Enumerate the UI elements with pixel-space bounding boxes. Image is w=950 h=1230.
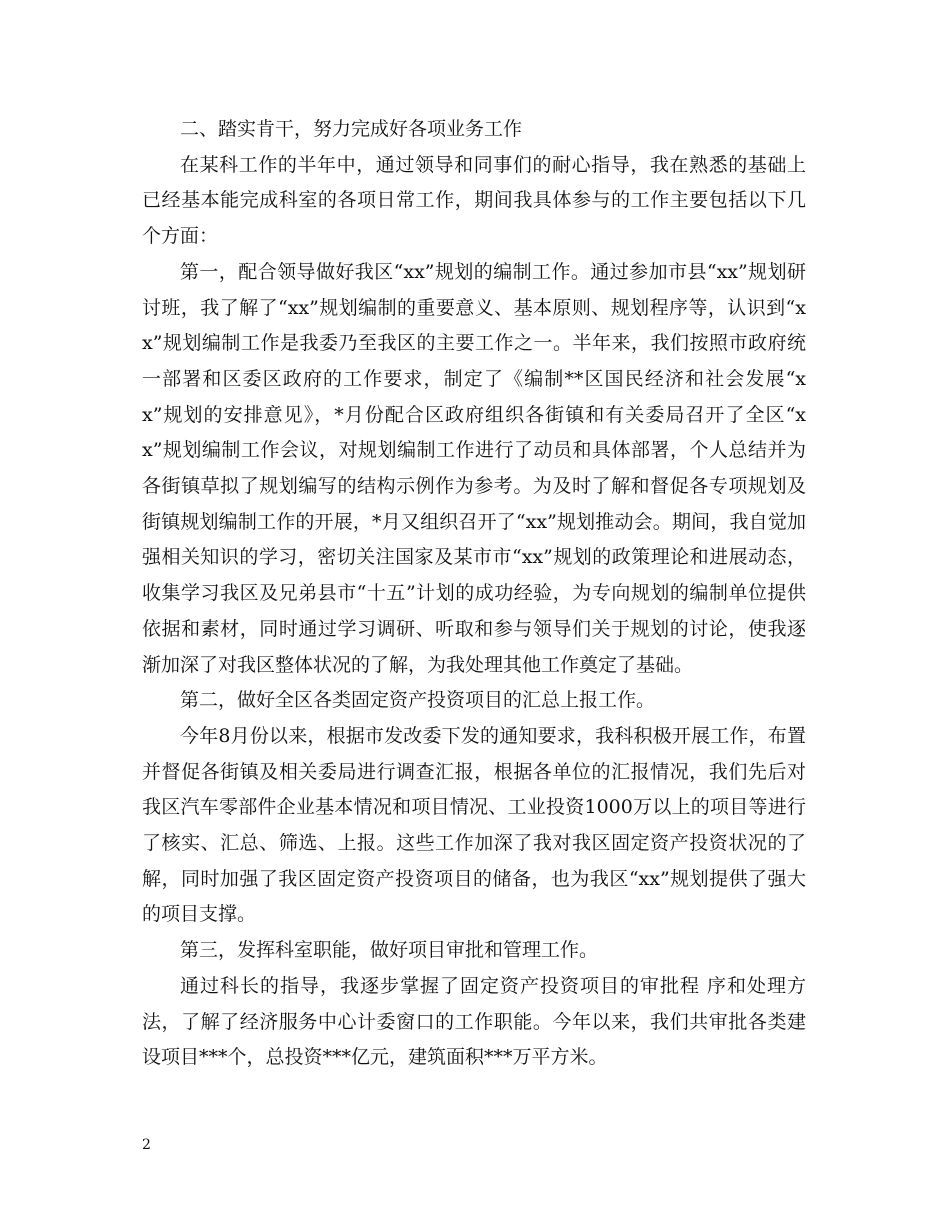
document-body xyxy=(142,112,806,1076)
section-heading: 二、踏实肯干，努力完成好各项业务工作 xyxy=(180,118,523,140)
page-number: 2 xyxy=(142,1137,151,1153)
second-item-paragraph: 今年8月份以来，根据市发改委下发的通知要求，我科积极开展工作，布置并督促各街镇及相关委局进行调查汇报，根据各单位的汇报情况，我们先后对我区汽车零部件企业基本情况和项目情况、工业投资1000万以上的项目等进行了核实、汇总、筛选、上报。这些工作加深了我对我区固定资产投资状况的了解，同时加强了我区固定资产投资项目的储备，也为我区“xx”规划提供了强大的项目支撑。 xyxy=(142,724,806,926)
intro-paragraph: 在某科工作的半年中，通过领导和同事们的耐心指导，我在熟悉的基础上已经基本能完成科室的各项日常工作，期间我具体参与的工作主要包括以下几个方面： xyxy=(142,153,806,248)
third-item-heading: 第三，发挥科室职能，做好项目审批和管理工作。 xyxy=(180,939,599,962)
first-item-paragraph: 第一，配合领导做好我区“xx”规划的编制工作。通过参加市县“xx”规划研讨班，我了解了“xx”规划编制的重要意义、基本原则、规划程序等，认识到“xx”规划编制工作是我委乃至我区的主要工作之一。半年来，我们按照市政府统一部署和区委区政府的工作要求，制定了《编制**区国民经济和社会发展“xx”规划的安排意见》，*月份配合区政府组织各街镇和有关委局召开了全区“xx”规划编制工作会议，对规划编制工作进行了动员和具体部署，个人总结并为各街镇草拟了规划编写的结构示例作为参考。为及时了解和督促各专项规划及街镇规划编制工作的开展，*月又组织召开了“xx”规划推动会。期间，我自觉加强相关知识的学习，密切关注国家及某市市“xx”规划的政策理论和进展动态，收集学习我区及兄弟县市“十五”计划的成功经验，为专向规划的编制单位提供依据和素材，同时通过学习调研、听取和参与领导们关于规划的讨论，使我逐渐加深了对我区整体状况的了解，为我处理其他工作奠定了基础。 xyxy=(142,260,806,676)
third-item-paragraph: 通过科长的指导，我逐步掌握了固定资产投资项目的审批程 序和处理方法，了解了经济服务中心计委窗口的工作职能。今年以来，我们共审批各类建设项目***个，总投资***亿元，建筑面积***万平方米。 xyxy=(142,974,806,1069)
second-item-heading: 第二，做好全区各类固定资产投资项目的汇总上报工作。 xyxy=(180,689,656,712)
